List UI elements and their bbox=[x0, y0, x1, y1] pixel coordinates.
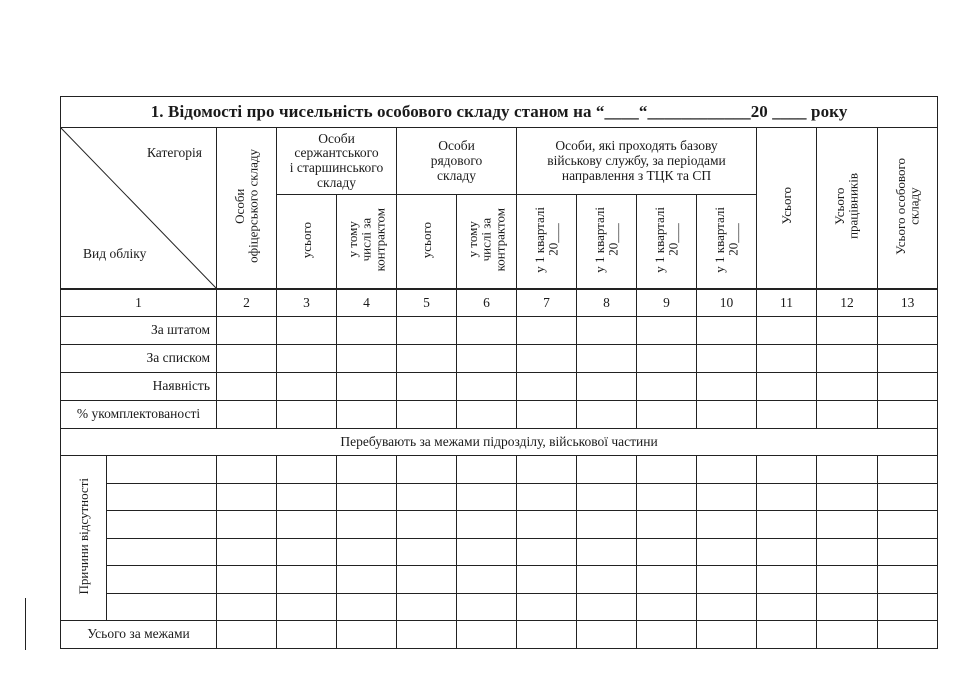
data-cell[interactable] bbox=[457, 401, 517, 429]
data-cell[interactable] bbox=[457, 621, 517, 649]
privates-total-subheader: усього bbox=[397, 195, 457, 289]
data-cell[interactable] bbox=[817, 317, 878, 345]
data-cell[interactable] bbox=[457, 345, 517, 373]
data-cell[interactable] bbox=[697, 317, 757, 345]
data-cell[interactable] bbox=[878, 345, 938, 373]
data-cell[interactable] bbox=[757, 566, 817, 594]
data-cell[interactable] bbox=[337, 345, 397, 373]
data-cell[interactable] bbox=[757, 456, 817, 484]
data-cell[interactable] bbox=[757, 373, 817, 401]
column-number: 7 bbox=[517, 289, 577, 317]
table-row bbox=[61, 401, 938, 429]
data-cell[interactable] bbox=[397, 511, 457, 539]
reason-cell[interactable] bbox=[107, 511, 217, 539]
data-cell[interactable] bbox=[878, 456, 938, 484]
data-cell[interactable] bbox=[337, 373, 397, 401]
column-number: 1 bbox=[61, 289, 217, 317]
data-cell[interactable] bbox=[637, 621, 697, 649]
data-cell[interactable] bbox=[878, 593, 938, 621]
reason-cell[interactable] bbox=[107, 456, 217, 484]
data-cell[interactable] bbox=[217, 456, 277, 484]
data-cell[interactable] bbox=[337, 483, 397, 511]
data-cell[interactable] bbox=[878, 317, 938, 345]
data-cell[interactable] bbox=[217, 345, 277, 373]
data-cell[interactable] bbox=[817, 345, 878, 373]
column-number: 9 bbox=[637, 289, 697, 317]
workers-total-header: Усього працівників bbox=[817, 128, 878, 290]
data-cell[interactable] bbox=[277, 483, 337, 511]
data-cell[interactable] bbox=[217, 317, 277, 345]
row-label-total-outside: Усього за межами bbox=[61, 621, 217, 649]
data-cell[interactable] bbox=[817, 373, 878, 401]
data-cell[interactable] bbox=[397, 621, 457, 649]
data-cell[interactable] bbox=[217, 538, 277, 566]
data-cell[interactable] bbox=[757, 483, 817, 511]
data-cell[interactable] bbox=[577, 456, 637, 484]
column-number: 6 bbox=[457, 289, 517, 317]
data-cell[interactable] bbox=[817, 401, 878, 429]
quarter-subheader: у 1 кварталі 20___ bbox=[697, 195, 757, 289]
column-number: 11 bbox=[757, 289, 817, 317]
data-cell[interactable] bbox=[397, 538, 457, 566]
reason-cell[interactable] bbox=[107, 538, 217, 566]
form-title: 1. Відомості про чисельність особового складу станом на “____“____________20 ____ року bbox=[61, 97, 938, 128]
data-cell[interactable] bbox=[577, 566, 637, 594]
table-row bbox=[61, 621, 938, 649]
data-cell[interactable] bbox=[397, 456, 457, 484]
data-cell[interactable] bbox=[637, 317, 697, 345]
table-row bbox=[61, 317, 938, 345]
sergeants-header: Особи сержантського і старшинського складу bbox=[277, 128, 397, 195]
data-cell[interactable] bbox=[517, 456, 577, 484]
officers-header: Особи офіцерського складу bbox=[217, 128, 277, 290]
data-cell[interactable] bbox=[697, 566, 757, 594]
data-cell[interactable] bbox=[457, 456, 517, 484]
data-cell[interactable] bbox=[577, 538, 637, 566]
data-cell[interactable] bbox=[217, 621, 277, 649]
reason-cell[interactable] bbox=[107, 593, 217, 621]
data-cell[interactable] bbox=[457, 373, 517, 401]
data-cell[interactable] bbox=[878, 538, 938, 566]
table-row bbox=[61, 373, 938, 401]
table-row bbox=[61, 483, 938, 511]
data-cell[interactable] bbox=[637, 456, 697, 484]
data-cell[interactable] bbox=[697, 456, 757, 484]
data-cell[interactable] bbox=[517, 401, 577, 429]
data-cell[interactable] bbox=[878, 511, 938, 539]
data-cell[interactable] bbox=[697, 621, 757, 649]
data-cell[interactable] bbox=[637, 483, 697, 511]
data-cell[interactable] bbox=[697, 401, 757, 429]
data-cell[interactable] bbox=[817, 483, 878, 511]
quarter-subheader: у 1 кварталі 20___ bbox=[517, 195, 577, 289]
quarter-subheader: у 1 кварталі 20___ bbox=[637, 195, 697, 289]
privates-contract-subheader: у тому числі за контрактом bbox=[457, 195, 517, 289]
data-cell[interactable] bbox=[517, 483, 577, 511]
data-cell[interactable] bbox=[577, 345, 637, 373]
data-cell[interactable] bbox=[277, 566, 337, 594]
data-cell[interactable] bbox=[277, 345, 337, 373]
data-cell[interactable] bbox=[637, 511, 697, 539]
data-cell[interactable] bbox=[277, 511, 337, 539]
data-cell[interactable] bbox=[637, 373, 697, 401]
data-cell[interactable] bbox=[697, 511, 757, 539]
data-cell[interactable] bbox=[277, 538, 337, 566]
data-cell[interactable] bbox=[457, 317, 517, 345]
reason-cell[interactable] bbox=[107, 566, 217, 594]
table-row bbox=[61, 511, 938, 539]
column-number: 8 bbox=[577, 289, 637, 317]
data-cell[interactable] bbox=[457, 483, 517, 511]
data-cell[interactable] bbox=[517, 317, 577, 345]
data-cell[interactable] bbox=[337, 511, 397, 539]
data-cell[interactable] bbox=[397, 566, 457, 594]
data-cell[interactable] bbox=[577, 511, 637, 539]
table-row bbox=[61, 345, 938, 373]
data-cell[interactable] bbox=[577, 621, 637, 649]
data-cell[interactable] bbox=[397, 373, 457, 401]
data-cell[interactable] bbox=[277, 593, 337, 621]
data-cell[interactable] bbox=[577, 593, 637, 621]
column-number: 4 bbox=[337, 289, 397, 317]
data-cell[interactable] bbox=[817, 593, 878, 621]
data-cell[interactable] bbox=[457, 566, 517, 594]
data-cell[interactable] bbox=[697, 345, 757, 373]
data-cell[interactable] bbox=[757, 621, 817, 649]
data-cell[interactable] bbox=[878, 621, 938, 649]
binding-margin-line bbox=[25, 598, 26, 650]
column-number: 12 bbox=[817, 289, 878, 317]
data-cell[interactable] bbox=[277, 456, 337, 484]
total-header: Усього bbox=[757, 128, 817, 290]
data-cell[interactable] bbox=[277, 401, 337, 429]
data-cell[interactable] bbox=[637, 538, 697, 566]
conscripts-header: Особи, які проходять базову військову службу, за періодами направлення з ТЦК та СП bbox=[517, 128, 757, 195]
data-cell[interactable] bbox=[757, 511, 817, 539]
reason-cell[interactable] bbox=[107, 483, 217, 511]
table-row bbox=[61, 566, 938, 594]
data-cell[interactable] bbox=[457, 511, 517, 539]
row-label-staffing-percent: % укомплектованості bbox=[61, 401, 217, 429]
data-cell[interactable] bbox=[517, 373, 577, 401]
data-cell[interactable] bbox=[757, 401, 817, 429]
sergeants-total-subheader: усього bbox=[277, 195, 337, 289]
data-cell[interactable] bbox=[397, 401, 457, 429]
data-cell[interactable] bbox=[397, 593, 457, 621]
data-cell[interactable] bbox=[817, 511, 878, 539]
data-cell[interactable] bbox=[878, 373, 938, 401]
data-cell[interactable] bbox=[397, 317, 457, 345]
data-cell[interactable] bbox=[757, 538, 817, 566]
outside-unit-section-title: Перебувають за межами підрозділу, військової частини bbox=[61, 429, 938, 456]
data-cell[interactable] bbox=[517, 621, 577, 649]
data-cell[interactable] bbox=[337, 317, 397, 345]
row-label-roster: За списком bbox=[61, 345, 217, 373]
data-cell[interactable] bbox=[217, 373, 277, 401]
personnel-total-header: Усього особового складу bbox=[878, 128, 938, 290]
row-label-staff: За штатом bbox=[61, 317, 217, 345]
column-number: 10 bbox=[697, 289, 757, 317]
column-number: 5 bbox=[397, 289, 457, 317]
category-label: Категорія bbox=[146, 145, 202, 160]
data-cell[interactable] bbox=[637, 401, 697, 429]
data-cell[interactable] bbox=[697, 373, 757, 401]
column-number: 2 bbox=[217, 289, 277, 317]
table-row bbox=[61, 593, 938, 621]
data-cell[interactable] bbox=[757, 317, 817, 345]
data-cell[interactable] bbox=[517, 538, 577, 566]
personnel-strength-table bbox=[60, 96, 938, 649]
table-row bbox=[61, 456, 938, 484]
data-cell[interactable] bbox=[878, 566, 938, 594]
data-cell[interactable] bbox=[517, 511, 577, 539]
data-cell[interactable] bbox=[757, 593, 817, 621]
data-cell[interactable] bbox=[697, 483, 757, 511]
data-cell[interactable] bbox=[217, 566, 277, 594]
data-cell[interactable] bbox=[637, 593, 697, 621]
data-cell[interactable] bbox=[697, 538, 757, 566]
data-cell[interactable] bbox=[397, 345, 457, 373]
data-cell[interactable] bbox=[817, 621, 878, 649]
data-cell[interactable] bbox=[217, 401, 277, 429]
data-cell[interactable] bbox=[277, 621, 337, 649]
data-cell[interactable] bbox=[577, 401, 637, 429]
data-cell[interactable] bbox=[878, 483, 938, 511]
data-cell[interactable] bbox=[457, 538, 517, 566]
sergeants-contract-subheader: у тому числі за контрактом bbox=[337, 195, 397, 289]
data-cell[interactable] bbox=[217, 483, 277, 511]
data-cell[interactable] bbox=[577, 317, 637, 345]
data-cell[interactable] bbox=[337, 538, 397, 566]
data-cell[interactable] bbox=[757, 345, 817, 373]
data-cell[interactable] bbox=[337, 456, 397, 484]
data-cell[interactable] bbox=[337, 593, 397, 621]
data-cell[interactable] bbox=[577, 483, 637, 511]
data-cell[interactable] bbox=[697, 593, 757, 621]
quarter-subheader: у 1 кварталі 20___ bbox=[577, 195, 637, 289]
data-cell[interactable] bbox=[277, 317, 337, 345]
data-cell[interactable] bbox=[457, 593, 517, 621]
row-label-present: Наявність bbox=[61, 373, 217, 401]
data-cell[interactable] bbox=[878, 401, 938, 429]
data-cell[interactable] bbox=[517, 566, 577, 594]
category-diagonal-header bbox=[61, 128, 217, 290]
data-cell[interactable] bbox=[817, 456, 878, 484]
data-cell[interactable] bbox=[397, 483, 457, 511]
absence-reasons-label: Причини відсутності bbox=[61, 456, 107, 621]
data-cell[interactable] bbox=[637, 566, 697, 594]
data-cell[interactable] bbox=[817, 566, 878, 594]
column-number: 13 bbox=[878, 289, 938, 317]
table-row bbox=[61, 538, 938, 566]
privates-header: Особи рядового складу bbox=[397, 128, 517, 195]
data-cell[interactable] bbox=[637, 345, 697, 373]
column-number: 3 bbox=[277, 289, 337, 317]
data-cell[interactable] bbox=[517, 593, 577, 621]
data-cell[interactable] bbox=[337, 621, 397, 649]
record-type-label: Вид обліку bbox=[83, 246, 147, 262]
data-cell[interactable] bbox=[577, 373, 637, 401]
data-cell[interactable] bbox=[217, 511, 277, 539]
data-cell[interactable] bbox=[277, 373, 337, 401]
data-cell[interactable] bbox=[337, 401, 397, 429]
data-cell[interactable] bbox=[817, 538, 878, 566]
data-cell[interactable] bbox=[517, 345, 577, 373]
data-cell[interactable] bbox=[337, 566, 397, 594]
data-cell[interactable] bbox=[217, 593, 277, 621]
